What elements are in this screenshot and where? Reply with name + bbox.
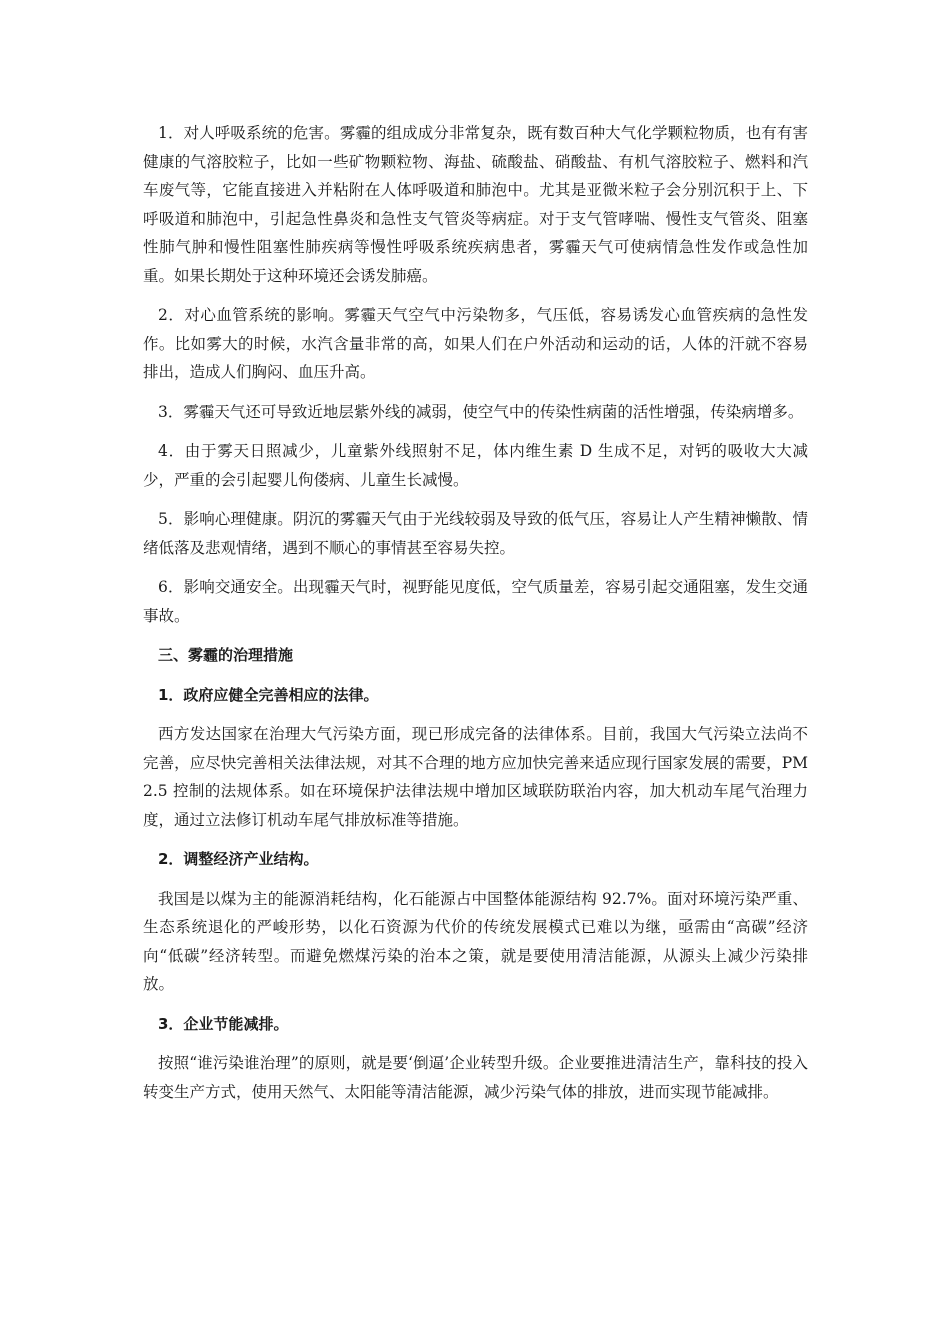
measure-body-law: 西方发达国家在治理大气污染方面，现已形成完备的法律体系。目前，我国大气污染立法尚不完善，应尽快完善相关法律法规，对其不合理的地方应加快完善来适应现行国家发展的需要，PM2.5 控制的法规体系。如在环境保护法律法规中增加区域联防联治内容，加大机动车尾气治理力度，通过立法修订机动车尾气排放标准等措施。 bbox=[143, 725, 808, 829]
paragraph-cardiovascular-impact: 2．对心血管系统的影响。雾霾天气空气中污染物多，气压低，容易诱发心血管疾病的急性发作。比如雾大的时候，水汽含量非常的高，如果人们在户外活动和运动的话，人体的汗就不容易排出，造成人们胸闷、血压升高。 bbox=[143, 306, 808, 381]
measure-heading-economy: 2．调整经济产业结构。 bbox=[158, 850, 319, 868]
paragraph-mental-health: 5．影响心理健康。阴沉的雾霾天气由于光线较弱及导致的低气压，容易让人产生精神懒散、情绪低落及悲观情绪，遇到不顺心的事情甚至容易失控。 bbox=[143, 510, 808, 557]
document-body bbox=[143, 119, 808, 1117]
measure-body-enterprise: 按照“谁污染谁治理”的原则，就是要‘倒逼’企业转型升级。企业要推进清洁生产，靠科技的投入转变生产方式，使用天然气、太阳能等清洁能源，减少污染气体的排放，进而实现节能减排。 bbox=[143, 1054, 808, 1101]
section-heading-governance: 三、雾霾的治理措施 bbox=[158, 646, 294, 664]
paragraph-respiratory-harm: 1．对人呼吸系统的危害。雾霾的组成成分非常复杂，既有数百种大气化学颗粒物质，也有有害健康的气溶胶粒子，比如一些矿物颗粒物、海盐、硫酸盐、硝酸盐、有机气溶胶粒子、燃料和汽车废气等，它能直接进入并粘附在人体呼吸道和肺泡中。尤其是亚微米粒子会分别沉积于上、下呼吸道和肺泡中，引起急性鼻炎和急性支气管炎等病症。对于支气管哮喘、慢性支气管炎、阻塞性肺气肿和慢性阻塞性肺疾病等慢性呼吸系统疾病患者，雾霾天气可使病情急性发作或急性加重。如果长期处于这种环境还会诱发肺癌。 bbox=[143, 124, 808, 285]
measure-heading-enterprise: 3．企业节能减排。 bbox=[158, 1014, 289, 1033]
paragraph-traffic-safety: 6．影响交通安全。出现霾天气时，视野能见度低，空气质量差，容易引起交通阻塞，发生交通事故。 bbox=[143, 578, 808, 625]
paragraph-child-vitamin-d: 4．由于雾天日照减少，儿童紫外线照射不足，体内维生素 D 生成不足，对钙的吸收大大减少，严重的会引起婴儿佝偻病、儿童生长减慢。 bbox=[143, 442, 808, 489]
paragraph-ultraviolet-reduction: 3．雾霾天气还可导致近地层紫外线的减弱，使空气中的传染性病菌的活性增强，传染病增多。 bbox=[158, 402, 804, 421]
measure-heading-law: 1．政府应健全完善相应的法律。 bbox=[158, 685, 379, 704]
measure-body-economy: 我国是以煤为主的能源消耗结构，化石能源占中国整体能源结构 92.7%。面对环境污染严重、生态系统退化的严峻形势，以化石资源为代价的传统发展模式已难以为继，亟需由“高碳”经济向“低碳”经济转型。而避免燃煤污染的治本之策，就是要使用清洁能源，从源头上减少污染排放。 bbox=[143, 889, 808, 993]
